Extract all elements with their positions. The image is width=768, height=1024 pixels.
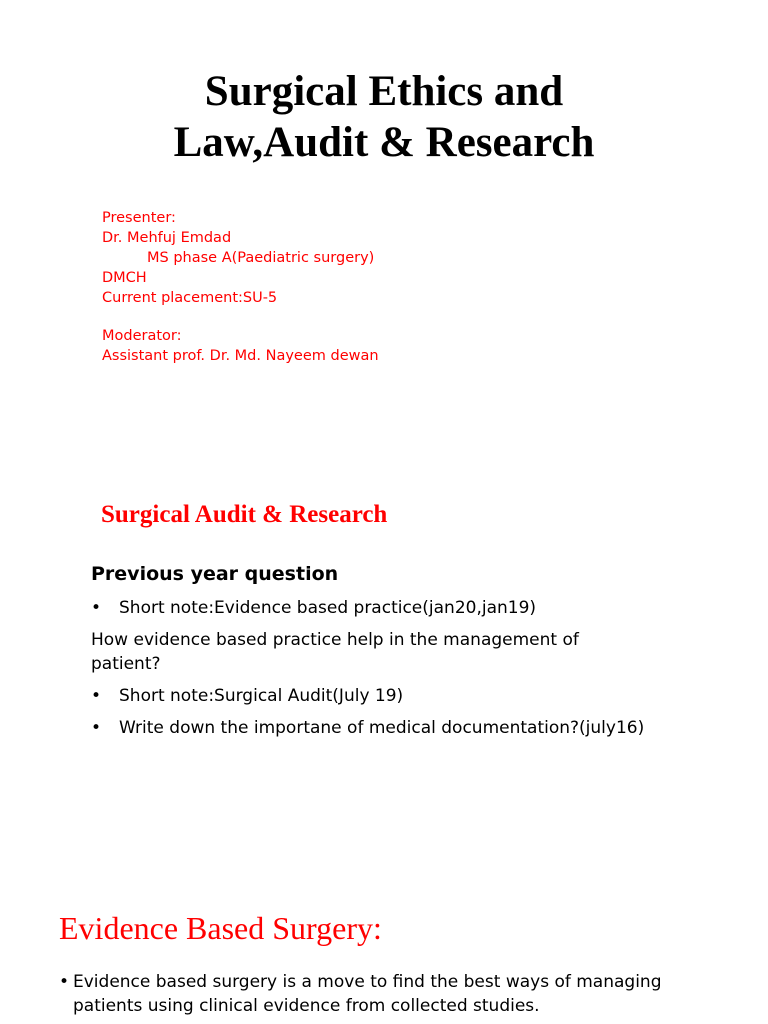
title-line-1: Surgical Ethics and — [204, 68, 564, 115]
presenter-institute: DMCH — [102, 270, 147, 286]
section-title: Evidence Based Surgery: — [59, 910, 382, 946]
list-item-text: Write down the importane of medical documentation?(july16) — [119, 718, 645, 738]
bullet-icon: • — [91, 686, 102, 706]
slide-evidence-based-surgery — [0, 900, 768, 1024]
question-list — [91, 560, 651, 748]
list-item — [91, 684, 651, 708]
presenter-name: Dr. Mehfuj Emdad — [102, 230, 232, 246]
bullet-icon: • — [91, 718, 102, 738]
moderator-label: Moderator: — [102, 328, 182, 344]
slide-previous-questions — [0, 485, 768, 905]
presenter-course: MS phase A(Paediatric surgery) — [147, 250, 375, 266]
list-item — [91, 596, 651, 620]
section-heading: Previous year question — [91, 563, 339, 585]
list-item — [91, 716, 651, 740]
slide-title — [0, 0, 768, 430]
title-line-2: Law,Audit & Research — [173, 119, 595, 166]
section-title: Surgical Audit & Research — [101, 501, 388, 528]
list-item-text: Evidence based surgery is a move to find the best ways of managing patients using clinical evidence from collected studies. — [73, 972, 662, 1016]
presenter-placement: Current placement:SU-5 — [102, 290, 278, 306]
presenter-info — [102, 208, 379, 366]
list-item — [59, 970, 723, 1018]
page-title — [0, 66, 768, 168]
question-text: How evidence based practice help in the management of patient? — [91, 630, 579, 674]
spacer — [102, 308, 379, 326]
bullet-icon: • — [59, 972, 70, 992]
list-item-text: Short note:Surgical Audit(July 19) — [119, 686, 404, 706]
list-item-text: Short note:Evidence based practice(jan20,jan19) — [119, 598, 537, 618]
bullet-icon: • — [91, 598, 102, 618]
moderator-name: Assistant prof. Dr. Md. Nayeem dewan — [102, 348, 379, 364]
presenter-label: Presenter: — [102, 210, 176, 226]
